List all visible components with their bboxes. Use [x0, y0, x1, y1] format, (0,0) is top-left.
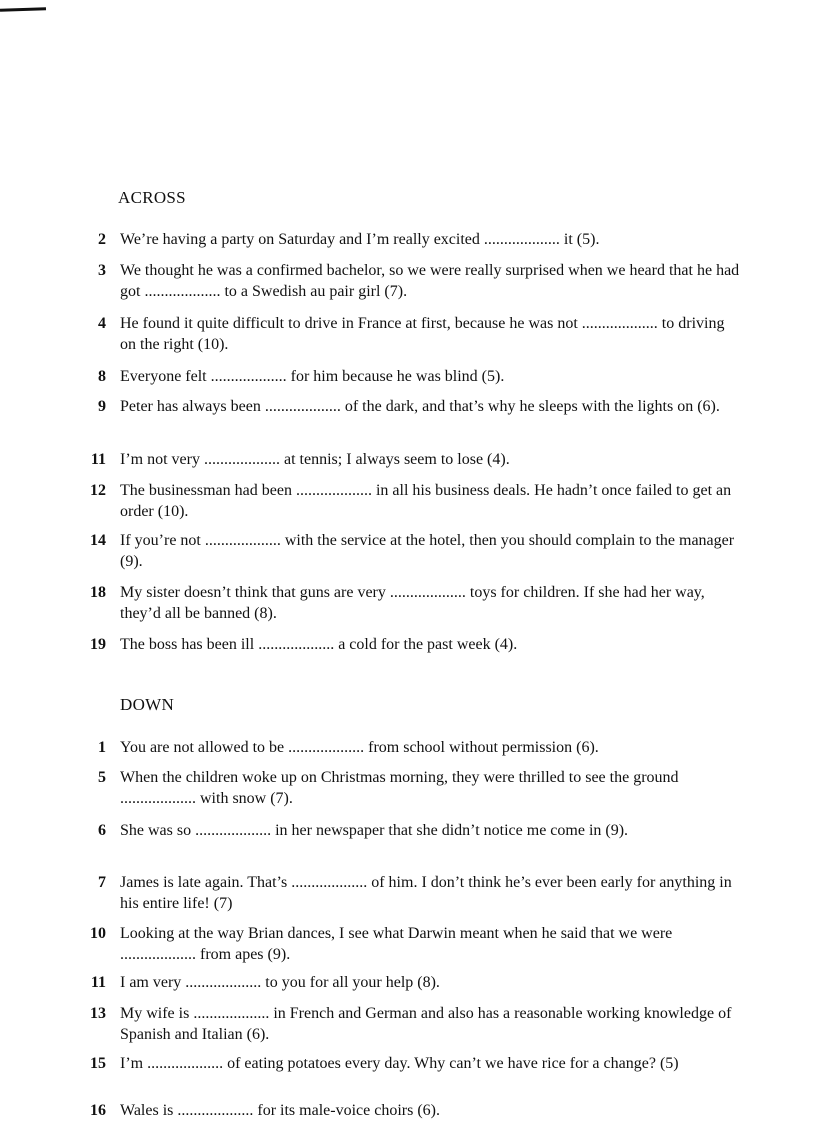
- clue-text: I’m ................... of eating potatoes every day. Why can’t we have rice for a change? (5): [120, 1055, 679, 1072]
- clue-text: Everyone felt ................... for him because he was blind (5).: [120, 368, 505, 385]
- clue-number: 9: [98, 398, 106, 415]
- clue-text: We’re having a party on Saturday and I’m really excited ................... it (5).: [120, 231, 600, 248]
- clue-number: 7: [98, 874, 106, 891]
- clue-text: Peter has always been ................... of the dark, and that’s why he sleeps with the lights on (6).: [120, 398, 720, 415]
- clue-text: Wales is ................... for its male-voice choirs (6).: [120, 1102, 440, 1119]
- clue-down-6: [84, 820, 744, 841]
- clue-number: 15: [90, 1055, 106, 1072]
- clue-across-14: [84, 530, 744, 572]
- clue-across-19: [84, 634, 744, 655]
- clue-text: The boss has been ill ................... a cold for the past week (4).: [120, 636, 518, 653]
- clue-number: 8: [98, 368, 106, 385]
- clue-number: 12: [90, 482, 106, 499]
- clue-across-18: [84, 582, 744, 624]
- clue-text: I am very ................... to you for all your help (8).: [120, 974, 440, 991]
- clue-across-4: [84, 313, 744, 355]
- clue-down-16: [84, 1100, 744, 1121]
- clue-text: She was so ................... in her newspaper that she didn’t notice me come in (9).: [120, 822, 629, 839]
- clue-number: 16: [90, 1102, 106, 1119]
- clue-down-15: [84, 1053, 744, 1074]
- clue-number: 11: [90, 451, 106, 468]
- clue-across-9: [84, 396, 744, 417]
- clue-across-3: [84, 260, 744, 302]
- clue-number: 5: [98, 769, 106, 786]
- clue-text: My wife is ................... in French and German and also has a reasonable working knowledge of Spanish and Italian (6).: [120, 1005, 732, 1043]
- clue-across-8: [84, 366, 744, 387]
- clue-down-13: [84, 1003, 744, 1045]
- clue-text: I’m not very ................... at tennis; I always seem to lose (4).: [120, 451, 510, 468]
- clue-text: The businessman had been ................... in all his business deals. He hadn’t once failed to get an order (10).: [120, 482, 732, 520]
- clue-down-11: [84, 972, 744, 993]
- clue-down-10: [84, 923, 744, 965]
- down-heading: DOWN: [120, 695, 175, 714]
- clue-across-12: [84, 480, 744, 522]
- clue-text: Looking at the way Brian dances, I see what Darwin meant when he said that we were ................... from apes (9).: [120, 925, 673, 963]
- clue-number: 14: [90, 532, 106, 549]
- clue-number: 11: [90, 974, 106, 991]
- scan-corner-mark: [0, 7, 46, 12]
- clue-text: You are not allowed to be ................... from school without permission (6).: [120, 739, 599, 756]
- clue-number: 10: [90, 925, 106, 942]
- clue-down-1: [84, 737, 744, 758]
- clue-text: When the children woke up on Christmas morning, they were thrilled to see the ground ................... with snow (7).: [120, 769, 679, 807]
- clue-down-7: [84, 872, 744, 914]
- clue-number: 3: [98, 262, 106, 279]
- clue-number: 6: [98, 822, 106, 839]
- clue-number: 1: [98, 739, 106, 756]
- clue-number: 4: [98, 315, 106, 332]
- clue-number: 13: [90, 1005, 106, 1022]
- across-heading: ACROSS: [118, 188, 186, 207]
- clue-down-5: [84, 767, 744, 809]
- clue-text: He found it quite difficult to drive in France at first, because he was not ................... to driving on the right (10).: [120, 315, 725, 353]
- clue-text: If you’re not ................... with the service at the hotel, then you should complain to the manager (9).: [120, 532, 735, 570]
- clue-across-11: [84, 449, 744, 470]
- clue-across-2: [84, 229, 744, 250]
- clue-text: My sister doesn’t think that guns are very ................... toys for children. If she had her way, they’d all be banned (8).: [120, 584, 705, 622]
- clue-text: We thought he was a confirmed bachelor, so we were really surprised when we heard that he had got ................... to a Swedish au pair girl (7).: [120, 262, 740, 300]
- clue-number: 19: [90, 636, 106, 653]
- clue-number: 18: [90, 584, 106, 601]
- clue-number: 2: [98, 231, 106, 248]
- clue-text: James is late again. That’s ................... of him. I don’t think he’s ever been early for anything in his entire life! (7): [120, 874, 732, 912]
